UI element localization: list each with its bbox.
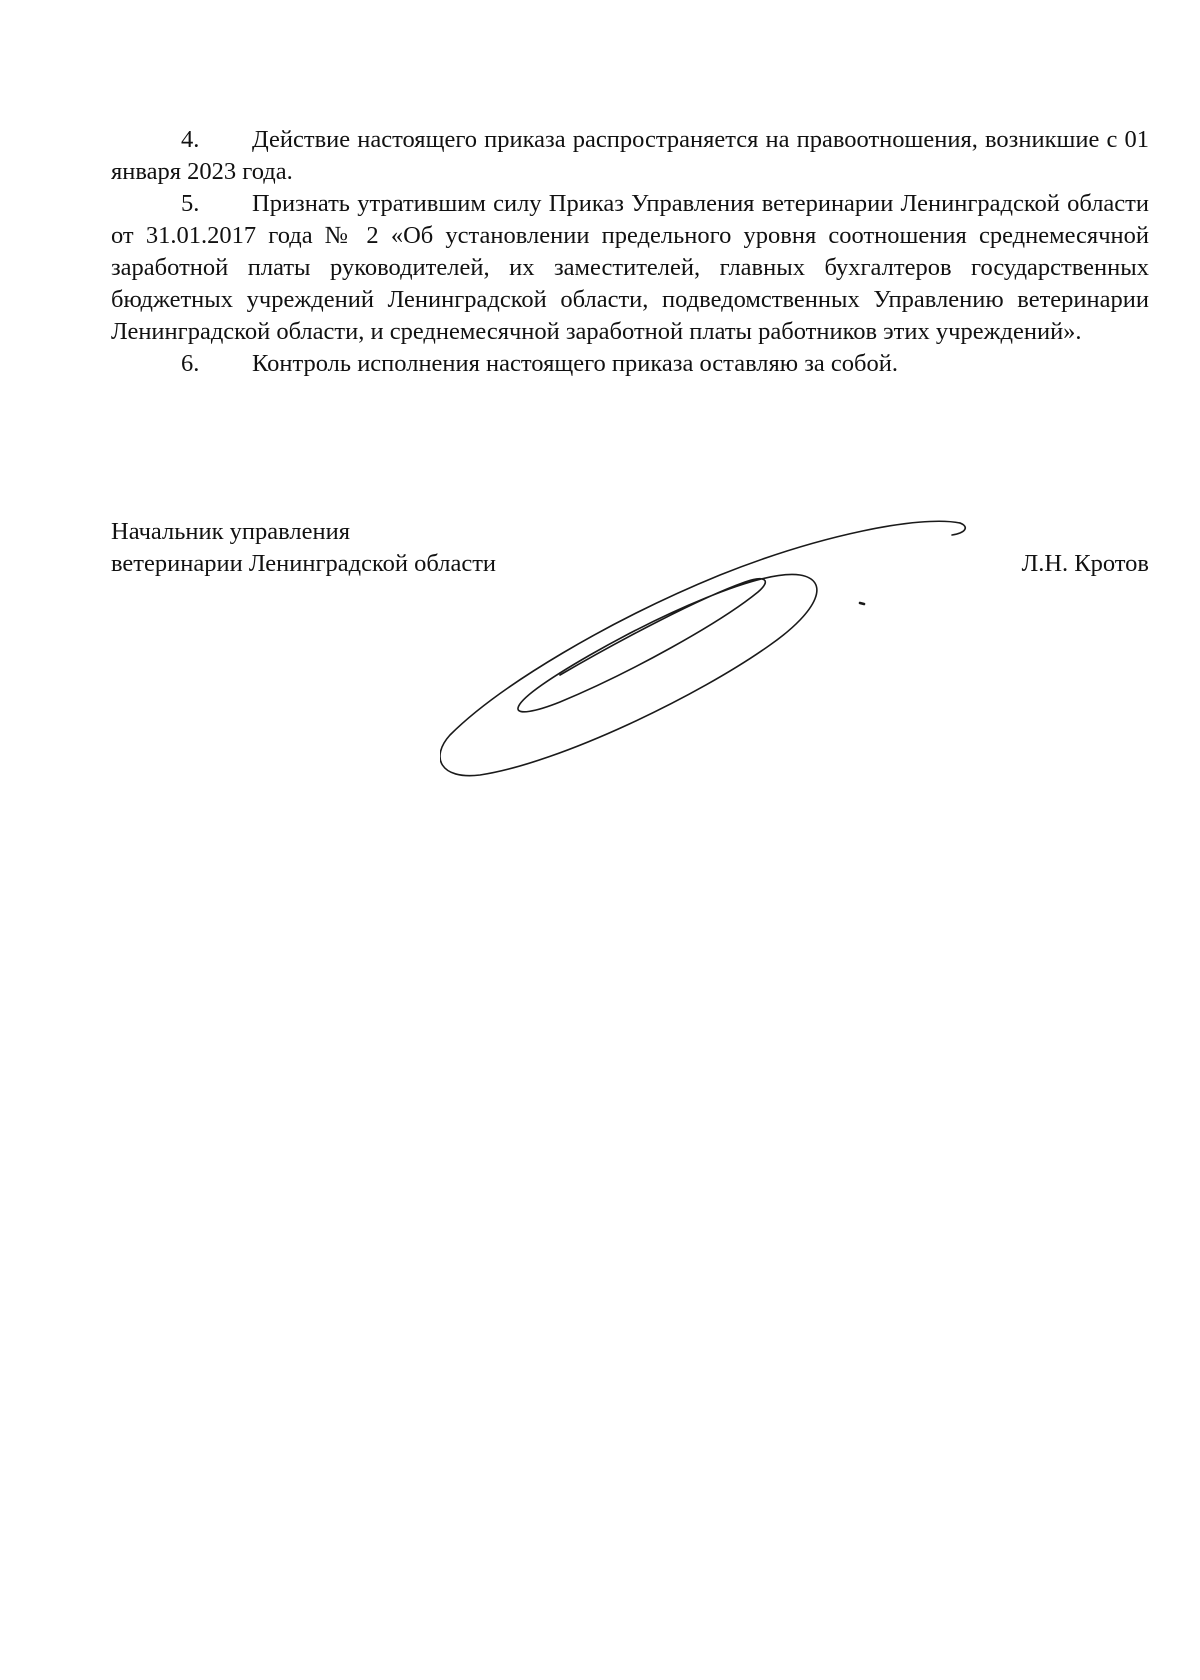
clause-number: 6. bbox=[181, 350, 200, 377]
signatory-title-line-1: Начальник управления bbox=[111, 518, 350, 545]
handwritten-signature bbox=[440, 505, 1000, 805]
clause-number: 4. bbox=[181, 126, 200, 153]
signatory-title-line-2: ветеринарии Ленинградской области bbox=[111, 550, 497, 577]
clause-text: Действие настоящего приказа распространяется на правоотношения, возникшие с 01 января 2023 года. bbox=[111, 126, 1149, 185]
signatory-name: Л.Н. Кротов bbox=[1021, 550, 1149, 577]
clause-5 bbox=[111, 188, 1149, 348]
clause-text: Признать утратившим силу Приказ Управления ветеринарии Ленинградской области от 31.01.2017 года № 2 «Об установлении предельного уровня соотношения среднемесячной заработной платы руководителей, их заместителей, главных бухгалтеров государственных бюджетных учреждений Ленинградской области, подведомственных Управлению ветеринарии Ленинградской области, и среднемесячной заработной платы работников этих учреждений». bbox=[111, 190, 1149, 345]
clause-6 bbox=[111, 348, 1149, 380]
clause-text: Контроль исполнения настоящего приказа оставляю за собой. bbox=[252, 350, 898, 377]
clause-number: 5. bbox=[181, 190, 200, 217]
clause-4 bbox=[111, 124, 1149, 188]
order-clauses bbox=[111, 124, 1149, 380]
